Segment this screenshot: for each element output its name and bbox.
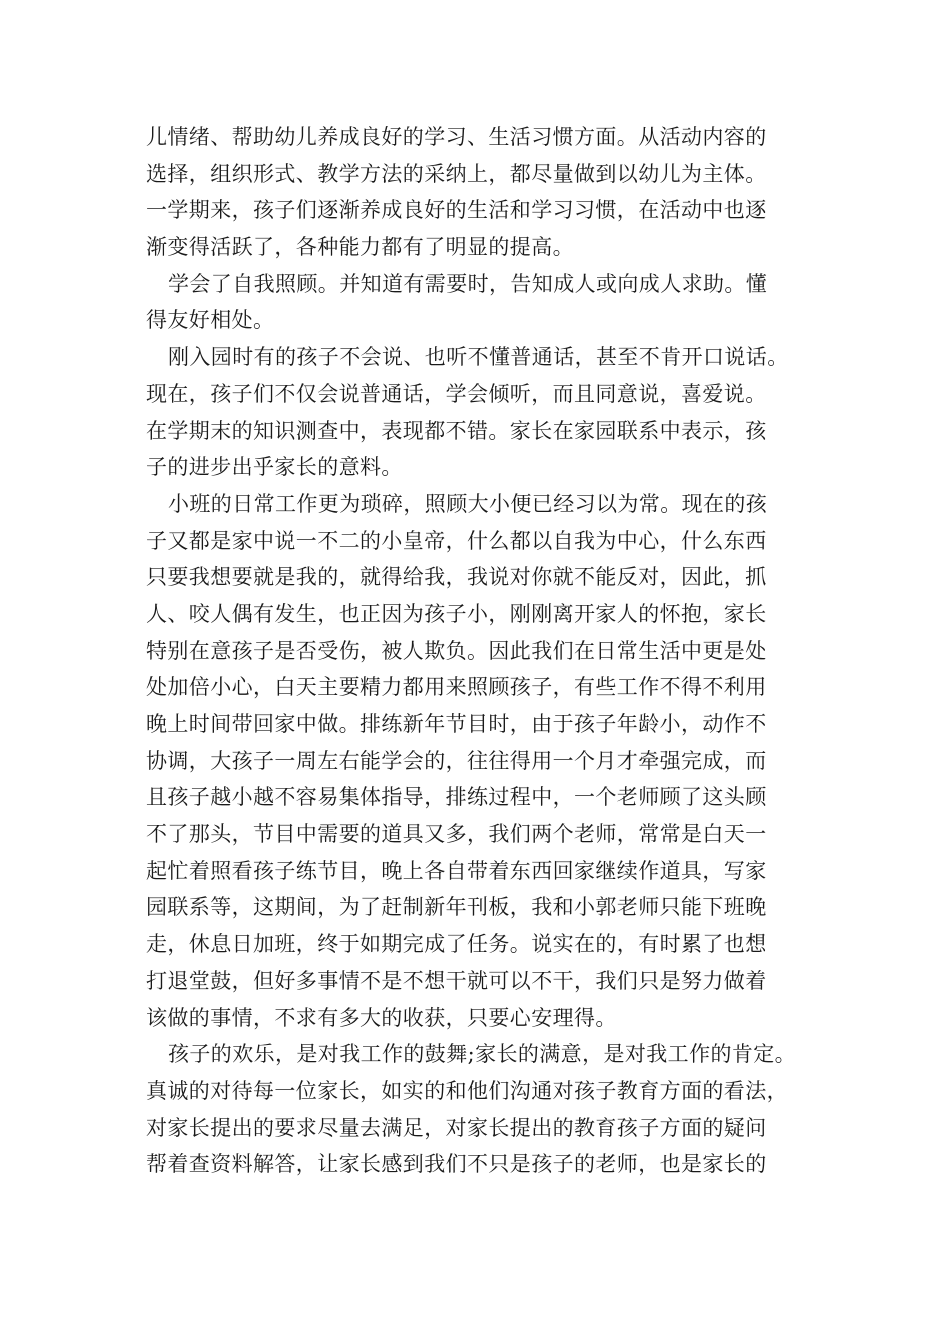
paragraph — [146, 1036, 826, 1183]
text-line: 只要我想要就是我的，就得给我，我说对你就不能反对，因此，抓 — [146, 565, 767, 590]
text-line: 对家长提出的要求尽量去满足，对家长提出的教育孩子方面的疑问 — [146, 1115, 767, 1140]
text-line: 走，休息日加班，终于如期完成了任务。说实在的，有时累了也想 — [146, 932, 767, 957]
text-line: 打退堂鼓，但好多事情不是不想干就可以不干，我们只是努力做着 — [146, 968, 767, 993]
text-line: 不了那头，节目中需要的道具又多，我们两个老师，常常是白天一 — [146, 822, 767, 847]
text-line: 园联系等，这期间，为了赶制新年刊板，我和小郭老师只能下班晚 — [146, 895, 767, 920]
text-line: 晚上时间带回家中做。排练新年节目时，由于孩子年龄小，动作不 — [146, 712, 767, 736]
paragraph — [146, 339, 826, 486]
text-line: 起忙着照看孩子练节目，晚上各自带着东西回家继续作道具，写家 — [146, 858, 767, 883]
text-line: 渐变得活跃了，各种能力都有了明显的提高。 — [146, 235, 574, 260]
text-line: 学会了自我照顾。并知道有需要时，告知成人或向成人求助。懂 — [168, 271, 768, 296]
text-line: 小班的日常工作更为琐碎，照顾大小便已经习以为常。现在的孩 — [168, 491, 768, 516]
text-line: 子的进步出乎家长的意料。 — [146, 455, 403, 480]
text-line: 特别在意孩子是否受伤，被人欺负。因此我们在日常生活中更是处 — [146, 638, 767, 663]
text-line: 得友好相处。 — [146, 308, 275, 333]
text-line: 孩子的欢乐，是对我工作的鼓舞;家长的满意，是对我工作的肯定。 — [168, 1042, 797, 1067]
text-line: 现在，孩子们不仅会说普通话，学会倾听，而且同意说，喜爱说。 — [146, 381, 767, 406]
paragraph — [146, 266, 826, 339]
text-line: 人、咬人偶有发生，也正因为孩子小，刚刚离开家人的怀抱，家长 — [146, 601, 767, 626]
text-line: 处加倍小心，白天主要精力都用来照顾孩子，有些工作不得不利用 — [146, 675, 767, 700]
text-line: 且孩子越小越不容易集体指导，排练过程中，一个老师顾了这头顾 — [146, 785, 767, 810]
text-line: 儿情绪、帮助幼儿养成良好的学习、生活习惯方面。从活动内容的 — [146, 125, 767, 149]
text-line: 协调，大孩子一周左右能学会的，往往得用一个月才牵强完成，而 — [146, 748, 767, 773]
text-line: 选择，组织形式、教学方法的采纳上，都尽量做到以幼儿为主体。 — [146, 161, 767, 186]
document-body — [146, 119, 826, 1183]
text-line: 帮着查资料解答，让家长感到我们不只是孩子的老师，也是家长的 — [146, 1152, 767, 1177]
text-line: 在学期末的知识测查中，表现都不错。家长在家园联系中表示，孩 — [146, 418, 767, 443]
text-line: 一学期来，孩子们逐渐养成良好的生活和学习习惯，在活动中也逐 — [146, 198, 767, 223]
text-line: 该做的事情，不求有多大的收获，只要心安理得。 — [146, 1005, 617, 1030]
text-line: 真诚的对待每一位家长，如实的和他们沟通对孩子教育方面的看法， — [146, 1078, 788, 1103]
text-line: 子又都是家中说一不二的小皇帝，什么都以自我为中心，什么东西 — [146, 528, 767, 553]
paragraph — [146, 119, 826, 266]
text-line: 刚入园时有的孩子不会说、也听不懂普通话，甚至不肯开口说话。 — [168, 345, 789, 370]
paragraph — [146, 486, 826, 1036]
